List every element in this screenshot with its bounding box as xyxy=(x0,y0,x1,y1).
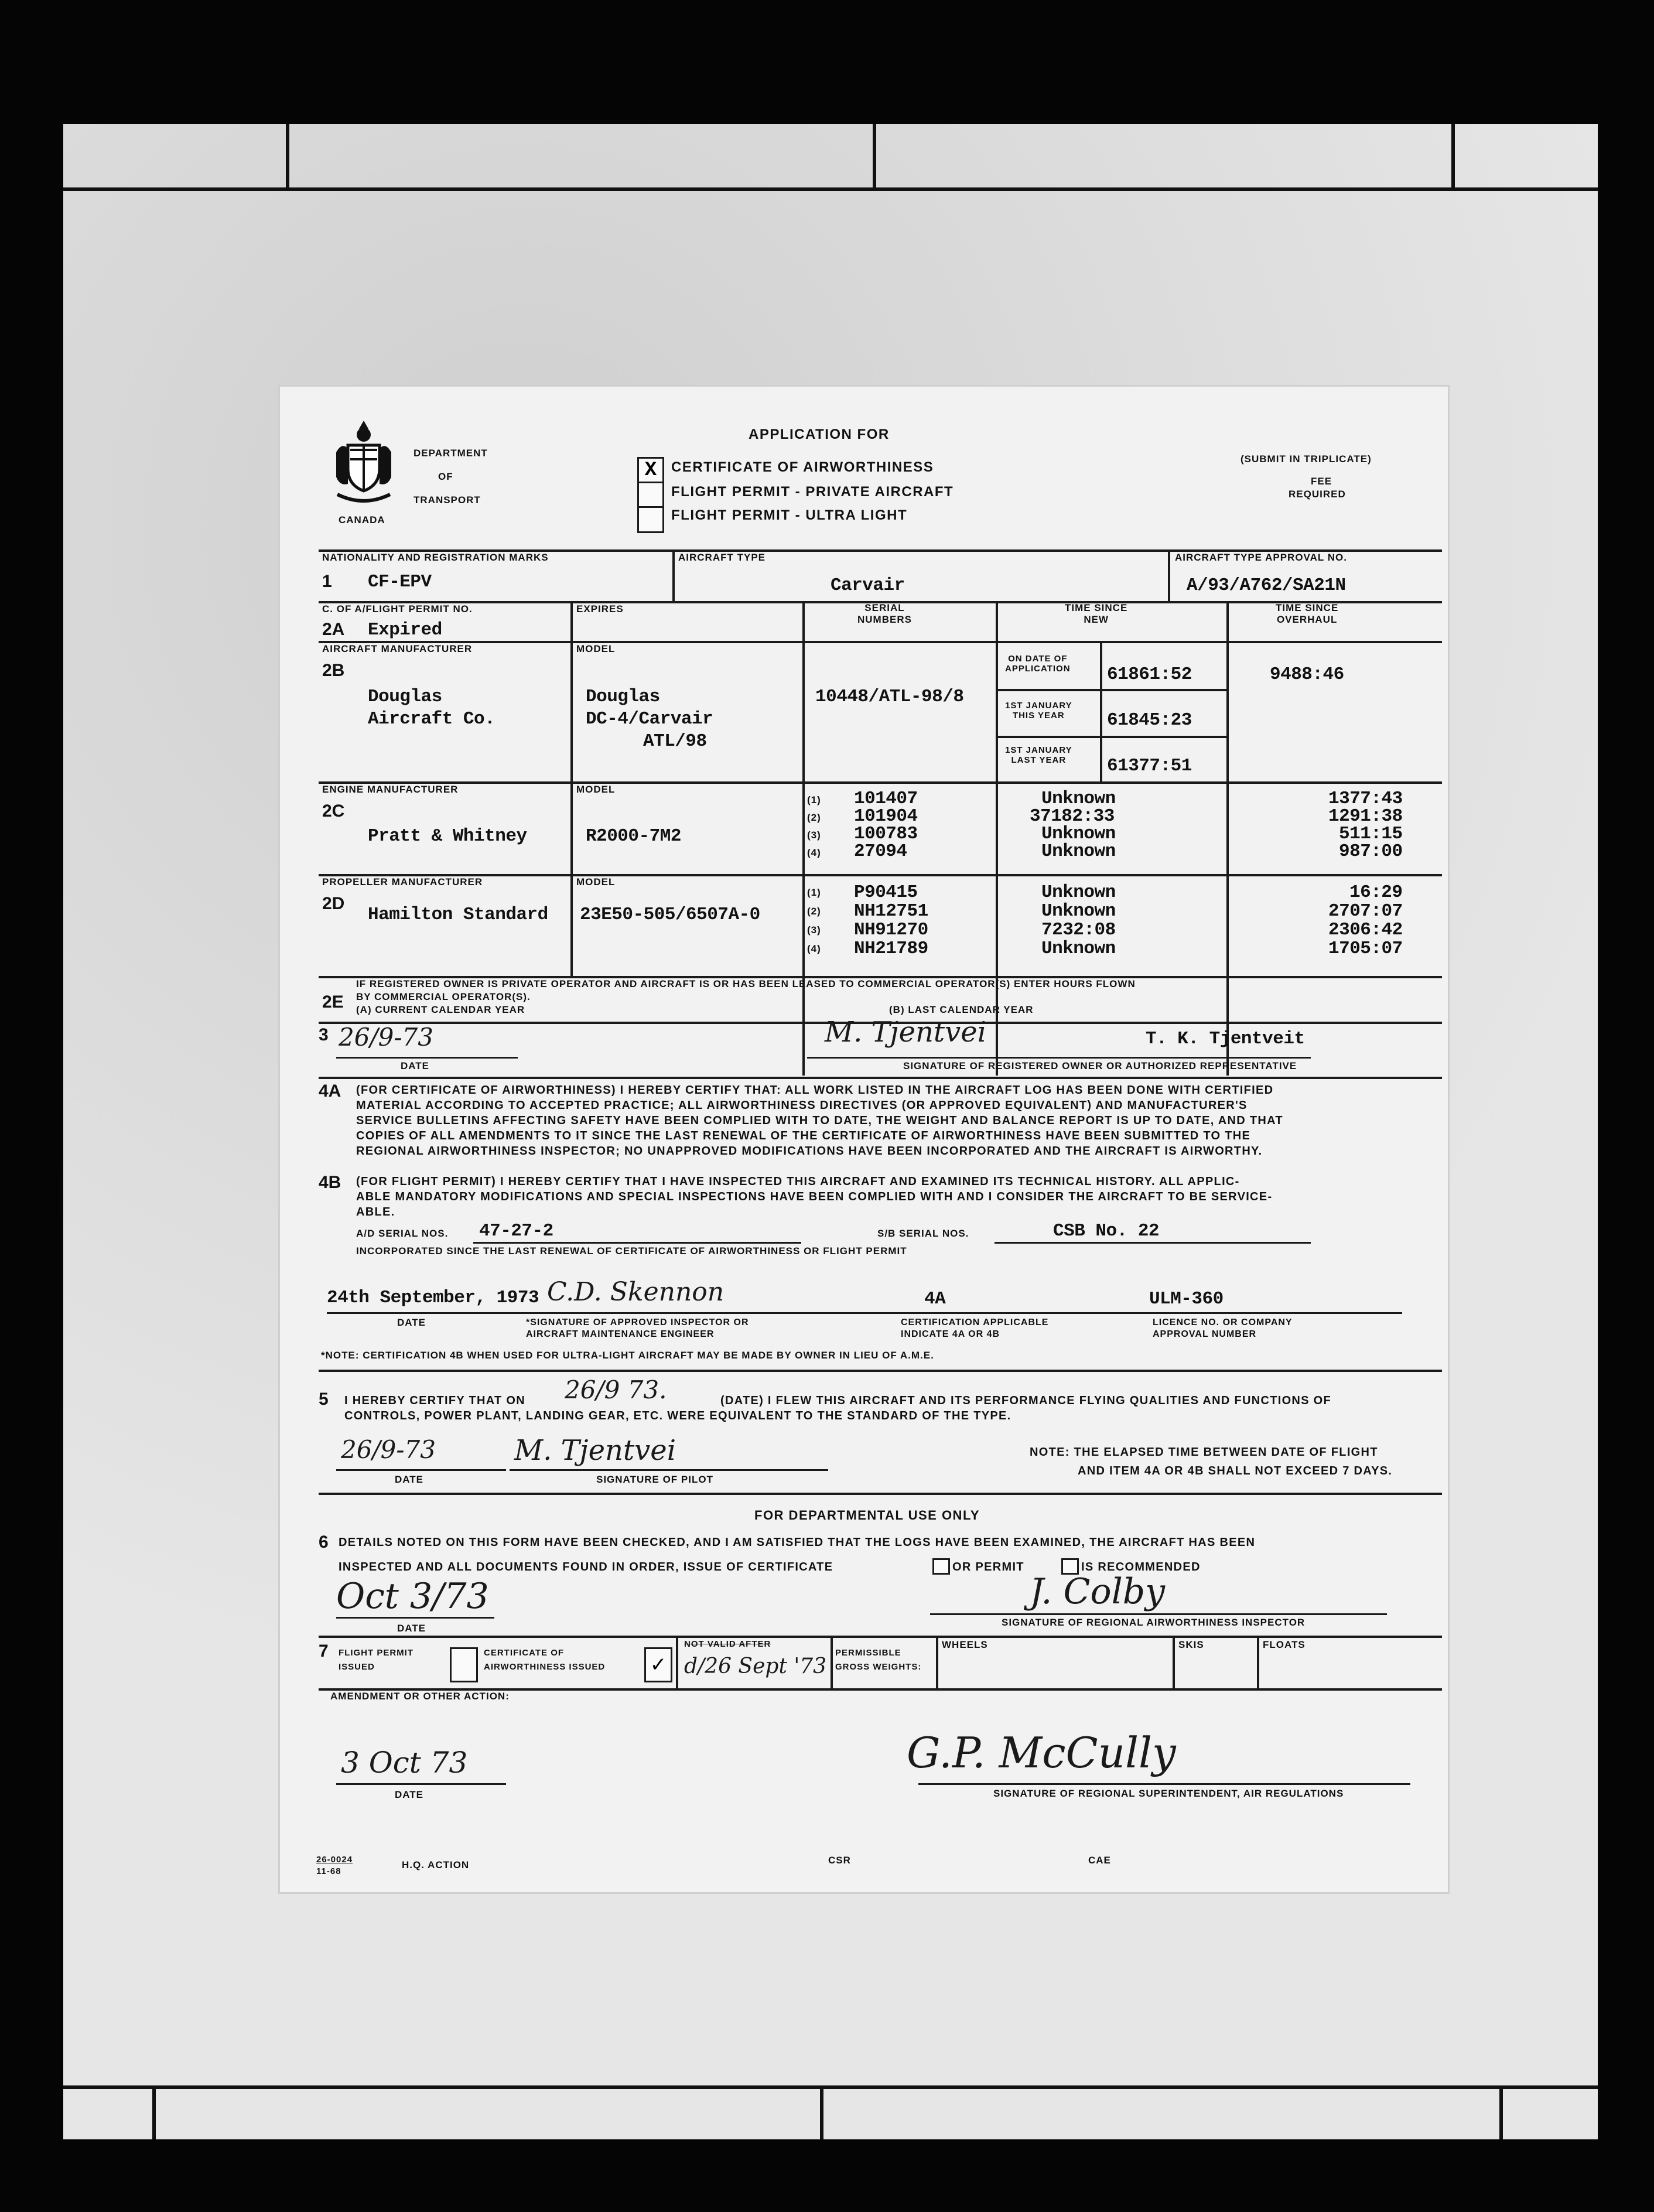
dept-line-1: DEPARTMENT xyxy=(414,448,488,459)
propeller-time-new: Unknown xyxy=(1041,901,1116,921)
label-permit-no: C. OF A/FLIGHT PERMIT NO. xyxy=(322,603,473,615)
label-propeller-mfr: PROPELLER MANUFACTURER xyxy=(322,876,483,887)
section-number: 5 xyxy=(319,1390,329,1409)
option-ultralight-permit: FLIGHT PERMIT - ULTRA LIGHT xyxy=(671,507,908,523)
label-aircraft-mfr: AIRCRAFT MANUFACTURER xyxy=(322,643,473,654)
engine-serial: 101407 xyxy=(854,788,918,809)
not-valid-after-value: d/26 Sept '73 xyxy=(684,1654,827,1678)
engine-time-new: Unknown xyxy=(1041,788,1116,809)
section-number: 7 xyxy=(319,1641,329,1661)
fee-required: REQUIRED xyxy=(1289,489,1346,500)
aircraft-model-line-3: ATL/98 xyxy=(643,731,707,752)
owner-name: T. K. Tjentveit xyxy=(1146,1029,1305,1049)
aircraft-type-value: Carvair xyxy=(831,575,905,596)
cert-4a-line-4: COPIES OF ALL AMENDMENTS TO IT SINCE THE LAST RENEWAL OF THE CERTIFICATE OF AIRWORTHINESS HAVE BEEN SUBMITTED TO THE xyxy=(356,1129,1251,1142)
engine-time-overhaul: 987:00 xyxy=(1339,841,1403,862)
airframe-overhaul: 9488:46 xyxy=(1270,664,1344,685)
label-sb-serial: S/B SERIAL NOS. xyxy=(877,1228,969,1239)
section-number: 2D xyxy=(322,894,345,913)
label-date: DATE xyxy=(397,1623,426,1634)
cae-label: CAE xyxy=(1088,1855,1111,1866)
text-2e-line-2: BY COMMERCIAL OPERATOR(S). xyxy=(356,991,531,1002)
section-number: 2B xyxy=(322,661,345,680)
engine-time-new: 37182:33 xyxy=(1030,806,1115,827)
label-skis: SKIS xyxy=(1178,1639,1204,1650)
engine-model: R2000-7M2 xyxy=(586,826,681,846)
cert-4a-line-1: (FOR CERTIFICATE OF AIRWORTHINESS) I HEREBY CERTIFY THAT: ALL WORK LISTED IN THE AIRCRAFT LOG HAS BEEN DONE WITH CERTIFIED xyxy=(356,1084,1274,1097)
propeller-serial: NH21789 xyxy=(854,938,928,959)
checkbox-or-permit[interactable] xyxy=(932,1558,950,1575)
label-last-year: (B) LAST CALENDAR YEAR xyxy=(889,1004,1034,1015)
engine-serial: 100783 xyxy=(854,824,918,844)
ultralight-note: *NOTE: CERTIFICATION 4B WHEN USED FOR ULTRA-LIGHT AIRCRAFT MAY BE MADE BY OWNER IN LIEU OF A.M.E. xyxy=(321,1350,934,1361)
top-frame-divider xyxy=(1451,124,1455,187)
type-approval-value: A/93/A762/SA21N xyxy=(1187,575,1346,596)
propeller-time-overhaul: 2306:42 xyxy=(1328,920,1403,940)
cert-4a-line-5: REGIONAL AIRWORTHINESS INSPECTOR; NO UNAPPROVED MODIFICATIONS HAVE BEEN INCORPORATED AND THE AIRCRAFT IS AIRWORTHY. xyxy=(356,1145,1263,1158)
label-model: MODEL xyxy=(576,784,616,795)
row-index: (2) xyxy=(807,812,821,823)
section-number: 2E xyxy=(322,992,344,1012)
fee-label: FEE xyxy=(1311,476,1332,487)
ad-serial-value: 47-27-2 xyxy=(479,1221,553,1241)
bottom-frame-divider xyxy=(820,2085,823,2139)
label-inspector-signature: SIGNATURE OF REGIONAL AIRWORTHINESS INSPECTOR xyxy=(1002,1617,1306,1628)
checkbox-flight-permit-issued[interactable] xyxy=(450,1647,478,1682)
engine-time-overhaul: 1291:38 xyxy=(1328,806,1403,827)
label-jan-last-year: 1ST JANUARY LAST YEAR xyxy=(1005,745,1072,765)
label-coa-issued: CERTIFICATE OF AIRWORTHINESS ISSUED xyxy=(484,1648,606,1672)
checkbox-certificate[interactable]: X xyxy=(637,457,664,484)
label-model: MODEL xyxy=(576,876,616,887)
time-at-application: 61861:52 xyxy=(1107,664,1192,685)
registration-marks: CF-EPV xyxy=(368,572,432,592)
row-index: (2) xyxy=(807,906,821,917)
cert-4a-line-3: SERVICE BULLETINS AFFECTING SAFETY HAVE BEEN COMPLIED WITH TO DATE, THE WEIGHT AND BALANCE REPORT IS UP TO DATE, AND THAT xyxy=(356,1114,1283,1127)
label-gross-weights: PERMISSIBLE GROSS WEIGHTS: xyxy=(835,1648,922,1672)
propeller-time-overhaul: 16:29 xyxy=(1349,882,1403,903)
permit-value: Expired xyxy=(368,620,442,640)
label-cert-applicable: CERTIFICATION APPLICABLE INDICATE 4A OR 4B xyxy=(901,1317,1049,1339)
row-index: (3) xyxy=(807,830,821,841)
label-ad-serial: A/D SERIAL NOS. xyxy=(356,1228,449,1239)
label-engine-mfr: ENGINE MANUFACTURER xyxy=(322,784,459,795)
engine-serial: 101904 xyxy=(854,806,918,827)
aircraft-serial: 10448/ATL-98/8 xyxy=(815,687,964,707)
propeller-time-overhaul: 1705:07 xyxy=(1328,938,1403,959)
cert-4b-line-3: ABLE. xyxy=(356,1206,395,1218)
pilot-signature: M. Tjentvei xyxy=(514,1434,676,1467)
section-number: 3 xyxy=(319,1025,329,1044)
label-incorporated: INCORPORATED SINCE THE LAST RENEWAL OF CERTIFICATE OF AIRWORTHINESS OR FLIGHT PERMIT xyxy=(356,1245,907,1257)
pilot-cert-text-2: CONTROLS, POWER PLANT, LANDING GEAR, ETC. WERE EQUIVALENT TO THE STANDARD OF THE TYPE. xyxy=(344,1409,1011,1422)
section-number: 1 xyxy=(322,572,332,591)
dept-line-2: OF xyxy=(438,471,453,482)
section-number: 4B xyxy=(319,1173,341,1192)
elapsed-note-2: AND ITEM 4A OR 4B SHALL NOT EXCEED 7 DAYS. xyxy=(1078,1465,1393,1477)
aircraft-model-line-1: Douglas xyxy=(586,687,660,707)
cert-applicable-value: 4A xyxy=(924,1289,946,1309)
cert-4a-line-2: MATERIAL ACCORDING TO ACCEPTED PRACTICE; ALL AIRWORTHINESS DIRECTIVES (OR APPROVED EQUIVALENT) AND MANUFACTURER'S xyxy=(356,1099,1248,1112)
aircraft-model-line-2: DC-4/Carvair xyxy=(586,709,713,729)
label-not-valid-after: NOT VALID AFTER xyxy=(684,1639,771,1649)
label-jan-this-year: 1ST JANUARY THIS YEAR xyxy=(1005,701,1072,721)
pilot-date: 26/9-73 xyxy=(341,1435,436,1464)
section-number: 6 xyxy=(319,1532,329,1552)
time-jan-last-year: 61377:51 xyxy=(1107,756,1192,776)
label-time-overhaul: TIME SINCE OVERHAUL xyxy=(1276,602,1339,625)
application-form xyxy=(280,387,1448,1892)
propeller-time-overhaul: 2707:07 xyxy=(1328,901,1403,921)
cert-4b-line-2: ABLE MANDATORY MODIFICATIONS AND SPECIAL INSPECTIONS HAVE BEEN COMPLIED WITH AND I CONSIDER THE AIRCRAFT TO BE SERVICE- xyxy=(356,1190,1273,1203)
row-index: (1) xyxy=(807,794,821,805)
dept-line-3: TRANSPORT xyxy=(414,494,481,506)
superintendent-signature: G.P. McCully xyxy=(907,1728,1176,1777)
label-date: DATE xyxy=(401,1060,430,1071)
top-frame-divider xyxy=(873,124,876,187)
label-serial-numbers: SERIAL NUMBERS xyxy=(857,602,912,625)
option-certificate: CERTIFICATE OF AIRWORTHINESS xyxy=(671,459,934,475)
label-date: DATE xyxy=(397,1317,426,1328)
bottom-frame-divider xyxy=(152,2085,156,2139)
checkbox-coa-issued[interactable]: ✓ xyxy=(644,1647,672,1682)
label-type-approval: AIRCRAFT TYPE APPROVAL NO. xyxy=(1175,552,1347,563)
section-number: 2A xyxy=(322,620,345,639)
engine-mfr: Pratt & Whitney xyxy=(368,826,527,846)
propeller-serial: NH91270 xyxy=(854,920,928,940)
time-jan-this-year: 61845:23 xyxy=(1107,710,1192,730)
licence-value: ULM-360 xyxy=(1149,1289,1224,1309)
label-date: DATE xyxy=(395,1789,424,1800)
label-expires: EXPIRES xyxy=(576,603,624,615)
top-frame-divider xyxy=(286,124,289,187)
elapsed-note-1: NOTE: THE ELAPSED TIME BETWEEN DATE OF FLIGHT xyxy=(1030,1446,1378,1459)
label-date-application: ON DATE OF APPLICATION xyxy=(1005,654,1071,674)
coat-of-arms-icon xyxy=(332,417,396,505)
dept-text-1: DETAILS NOTED ON THIS FORM HAVE BEEN CHECKED, AND I AM SATISFIED THAT THE LOGS HAVE BEEN EXAMINED, THE AIRCRAFT HAS BEEN xyxy=(339,1536,1256,1549)
label-inspector-signature: *SIGNATURE OF APPROVED INSPECTOR OR AIRCRAFT MAINTENANCE ENGINEER xyxy=(526,1317,749,1339)
propeller-mfr: Hamilton Standard xyxy=(368,904,548,925)
aircraft-mfr-line-2: Aircraft Co. xyxy=(368,709,495,729)
inspector-signature: C.D. Skennon xyxy=(547,1277,725,1307)
csr-label: CSR xyxy=(828,1855,851,1866)
engine-time-new: Unknown xyxy=(1041,824,1116,844)
propeller-time-new: Unknown xyxy=(1041,938,1116,959)
form-date: 11-68 xyxy=(316,1866,341,1876)
label-wheels: WHEELS xyxy=(942,1639,988,1650)
engine-time-overhaul: 511:15 xyxy=(1339,824,1403,844)
label-licence: LICENCE NO. OR COMPANY APPROVAL NUMBER xyxy=(1153,1317,1293,1339)
flight-date: 26/9 73. xyxy=(565,1375,667,1404)
row-index: (4) xyxy=(807,847,821,858)
label-amendment: AMENDMENT OR OTHER ACTION: xyxy=(330,1691,510,1702)
pilot-cert-text-a: I HEREBY CERTIFY THAT ON xyxy=(344,1394,526,1407)
checkbox-private-permit[interactable] xyxy=(637,482,664,508)
option-private-permit: FLIGHT PERMIT - PRIVATE AIRCRAFT xyxy=(671,484,954,500)
top-frame-bar xyxy=(63,124,1598,191)
label-current-year: (A) CURRENT CALENDAR YEAR xyxy=(356,1004,525,1015)
label-date: DATE xyxy=(395,1474,424,1485)
label-owner-signature: SIGNATURE OF REGISTERED OWNER OR AUTHORIZED REPRESENTATIVE xyxy=(903,1060,1297,1071)
bottom-frame-bar xyxy=(63,2085,1598,2089)
superintendent-date: 3 Oct 73 xyxy=(341,1746,468,1780)
section-number: 4A xyxy=(319,1081,341,1101)
row-index: (4) xyxy=(807,943,821,954)
label-floats: FLOATS xyxy=(1263,1639,1306,1650)
bottom-frame-divider xyxy=(1499,2085,1503,2139)
engine-time-overhaul: 1377:43 xyxy=(1328,788,1403,809)
propeller-serial: NH12751 xyxy=(854,901,928,921)
label-nationality: NATIONALITY AND REGISTRATION MARKS xyxy=(322,552,549,563)
row-index: (1) xyxy=(807,887,821,898)
label-time-new: TIME SINCE NEW xyxy=(1065,602,1128,625)
section-number: 2C xyxy=(322,801,345,821)
owner-signature: M. Tjentvei xyxy=(825,1016,987,1049)
propeller-time-new: 7232:08 xyxy=(1041,920,1116,940)
label-recommended: IS RECOMMENDED xyxy=(1081,1561,1201,1573)
inspector-review-date: Oct 3/73 xyxy=(336,1576,489,1617)
submit-triplicate: (SUBMIT IN TRIPLICATE) xyxy=(1240,453,1372,465)
label-superintendent-signature: SIGNATURE OF REGIONAL SUPERINTENDENT, AIR REGULATIONS xyxy=(993,1788,1344,1799)
airworthiness-inspector-signature: J. Colby xyxy=(1030,1571,1166,1612)
departmental-use-title: FOR DEPARTMENTAL USE ONLY xyxy=(754,1508,980,1523)
sb-serial-value: CSB No. 22 xyxy=(1053,1221,1160,1241)
cert-4b-line-1: (FOR FLIGHT PERMIT) I HEREBY CERTIFY THAT I HAVE INSPECTED THIS AIRCRAFT AND EXAMINED ITS TECHNICAL HISTORY. ALL APPLIC- xyxy=(356,1175,1240,1188)
propeller-model: 23E50-505/6507A-0 xyxy=(580,904,760,925)
label-pilot-signature: SIGNATURE OF PILOT xyxy=(596,1474,713,1485)
checkbox-ultralight-permit[interactable] xyxy=(637,506,664,533)
dept-text-2: INSPECTED AND ALL DOCUMENTS FOUND IN ORDER, ISSUE OF CERTIFICATE xyxy=(339,1561,833,1573)
engine-time-new: Unknown xyxy=(1041,841,1116,862)
hq-action: H.Q. ACTION xyxy=(402,1859,470,1870)
propeller-time-new: Unknown xyxy=(1041,882,1116,903)
propeller-serial: P90415 xyxy=(854,882,918,903)
label-or-permit: OR PERMIT xyxy=(952,1561,1024,1573)
aircraft-mfr-line-1: Douglas xyxy=(368,687,442,707)
canada-label: CANADA xyxy=(339,514,385,525)
label-aircraft-type: AIRCRAFT TYPE xyxy=(678,552,766,563)
owner-date: 26/9-73 xyxy=(339,1023,433,1052)
pilot-cert-text-b: (DATE) I FLEW THIS AIRCRAFT AND ITS PERFORMANCE FLYING QUALITIES AND FUNCTIONS OF xyxy=(720,1394,1332,1407)
label-flight-permit-issued: FLIGHT PERMIT ISSUED xyxy=(339,1648,414,1672)
form-number: 26-0024 xyxy=(316,1855,353,1865)
label-model: MODEL xyxy=(576,643,616,654)
engine-serial: 27094 xyxy=(854,841,907,862)
text-2e-line-1: IF REGISTERED OWNER IS PRIVATE OPERATOR AND AIRCRAFT IS OR HAS BEEN LEASED TO COMMERCIAL OPERATOR(S) ENTER HOURS FLOWN xyxy=(356,978,1136,989)
row-index: (3) xyxy=(807,924,821,936)
form-title: APPLICATION FOR xyxy=(749,426,890,442)
inspector-date: 24th September, 1973 xyxy=(327,1288,539,1308)
